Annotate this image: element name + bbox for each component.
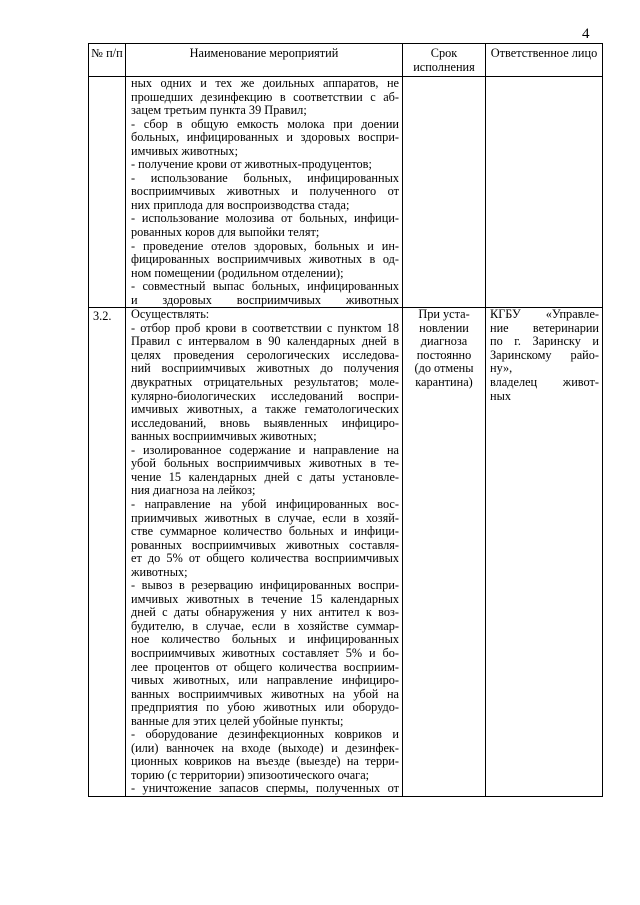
text-line: убой больных восприимчивых животных в те- [131, 456, 399, 471]
text-line: прошедших дезинфекцию в соответствии с аб- [131, 89, 399, 104]
text-line: имчивых животных; [131, 143, 238, 158]
term-cell [403, 77, 486, 308]
text-line: рованных восприимчивых животных составля- [131, 537, 399, 552]
responsible-cell [486, 77, 603, 308]
table-header-row [89, 44, 603, 77]
text-line: Заринскому райо- [490, 347, 599, 362]
text-line: двукратных отрицательных результатов; моле- [131, 375, 399, 390]
text-line: новлении [419, 320, 469, 335]
text-line: КГБУ «Управле- [490, 307, 599, 322]
text-line: чивых животных, или направление инфициро- [131, 673, 399, 688]
text-line: дней с даты обнаружения у них антител к воз- [131, 605, 399, 620]
measure-text-cell [126, 77, 403, 308]
text-line: - оборудование дезинфекционных ковриков и [131, 727, 399, 742]
text-line: больных, инфицированных и здоровых воспри- [131, 130, 399, 145]
text-line: - использование молозива от больных, инфици- [131, 211, 399, 226]
header-number: № п/п [89, 44, 126, 77]
text-line: ния диагноза на лейкоз; [131, 483, 256, 498]
text-line: них приплода для воспроизводства стада; [131, 197, 350, 212]
text-line: по г. Заринску и [490, 334, 599, 349]
text-line: восприимчивых животных и полученного от [131, 184, 399, 199]
text-line: ционных ковриков на въезде (выезде) на терри- [131, 754, 399, 769]
responsible-cell [486, 308, 603, 797]
text-line: - вывоз в резервацию инфицированных воспри- [131, 578, 399, 593]
text-line: ет до 5% от общего количества восприимчивых [131, 551, 399, 566]
text-line: ванных восприимчивых животных; [131, 429, 317, 444]
text-line: - получение крови от животных-продуцентов; [131, 157, 372, 172]
header-responsible: Ответственное лицо [486, 44, 603, 77]
text-line: зацем третьим пункта 39 Правил; [131, 103, 307, 118]
text-line: Осуществлять: [131, 307, 210, 322]
text-line: (до отмены [414, 361, 474, 376]
text-line: имчивых животных в течение 15 календарных [131, 591, 399, 606]
text-line: - уничтожение запасов спермы, полученных от [131, 781, 399, 796]
text-line: кулярно-биологических исследований воспри- [131, 388, 399, 403]
table-row-continued [89, 77, 603, 308]
text-line: ванные для этих целей убойные пункты; [131, 713, 344, 728]
text-line: ние ветеринарии [490, 320, 599, 335]
text-line: - использование больных, инфицированных [131, 170, 399, 185]
text-line: чение 15 календарных дней с даты установле- [131, 469, 399, 484]
text-line: ванных восприимчивых животных на убой на [131, 686, 399, 701]
text-line: рованных коров для выпойки телят; [131, 225, 320, 240]
text-line: имчивых животных, а также гематологических [131, 402, 399, 417]
text-line: - сбор в общую емкость молока при доении [131, 116, 399, 131]
text-line: ных [490, 388, 511, 403]
text-line: (или) ванночек на входе (выходе) и дезинфек- [131, 740, 399, 755]
text-line: При уста- [418, 307, 470, 322]
row-number: 3.2. [93, 309, 112, 324]
term-text [403, 308, 485, 389]
measures-table [88, 43, 603, 797]
responsible-text [486, 308, 602, 403]
page-number: 4 [582, 26, 590, 42]
text-line: восприимчивых животных составляет 5% и бо- [131, 645, 399, 660]
text-line: приимчивых животных в случае, если в хозяй- [131, 510, 399, 525]
text-line: диагноза [420, 334, 468, 349]
table-row-3-2 [89, 308, 603, 797]
text-line: животных; [131, 564, 188, 579]
header-term: Срок исполнения [403, 44, 486, 77]
text-line: ное количество больных и инфицированных [131, 632, 399, 647]
text-line: и здоровых восприимчивых животных [131, 292, 399, 307]
row-number-cell [89, 308, 126, 797]
text-line: Правил с интервалом в 90 календарных дней в [131, 334, 399, 349]
text-line: - отбор проб крови в соответствии с пунктом 18 [131, 320, 399, 335]
text-line: владелец живот- [490, 375, 599, 390]
text-line: предприятия по убою животных или оборудо- [131, 700, 399, 715]
text-line: целях проведения серологических исследова- [131, 347, 399, 362]
text-line: - направление на убой инфицированных вос- [131, 496, 399, 511]
text-line: - совместный выпас больных, инфицированных [131, 279, 399, 294]
text-line: ний восприимчивых животных до получения [131, 361, 399, 376]
text-line: - изолированное содержание и направление на [131, 442, 399, 457]
text-line: - проведение отелов здоровых, больных и ин- [131, 238, 399, 253]
text-line: торию (с территории) эпизоотического очага; [131, 767, 370, 782]
text-line: исследований, вновь выявленных инфициро- [131, 415, 399, 430]
text-line: лее процентов от общего количества восприим- [131, 659, 399, 674]
text-line: постоянно [416, 347, 472, 362]
measure-text [126, 308, 402, 796]
text-line: фицированных восприимчивых животных в од- [131, 252, 399, 267]
term-cell [403, 308, 486, 797]
text-line: ном помещении (родильном отделении); [131, 265, 344, 280]
row-number-cell [89, 77, 126, 308]
text-line: будителю, в случае, если в хозяйстве суммар- [131, 618, 399, 633]
continued-measure-text [126, 77, 402, 307]
text-line: ну», [490, 361, 513, 376]
header-measure-name: Наименование мероприятий [126, 44, 403, 77]
text-line: карантина) [415, 375, 473, 390]
text-line: стве суммарное количество больных и инфици- [131, 524, 399, 539]
text-line: ных одних и тех же доильных аппаратов, не [131, 76, 399, 90]
measure-text-cell [126, 308, 403, 797]
